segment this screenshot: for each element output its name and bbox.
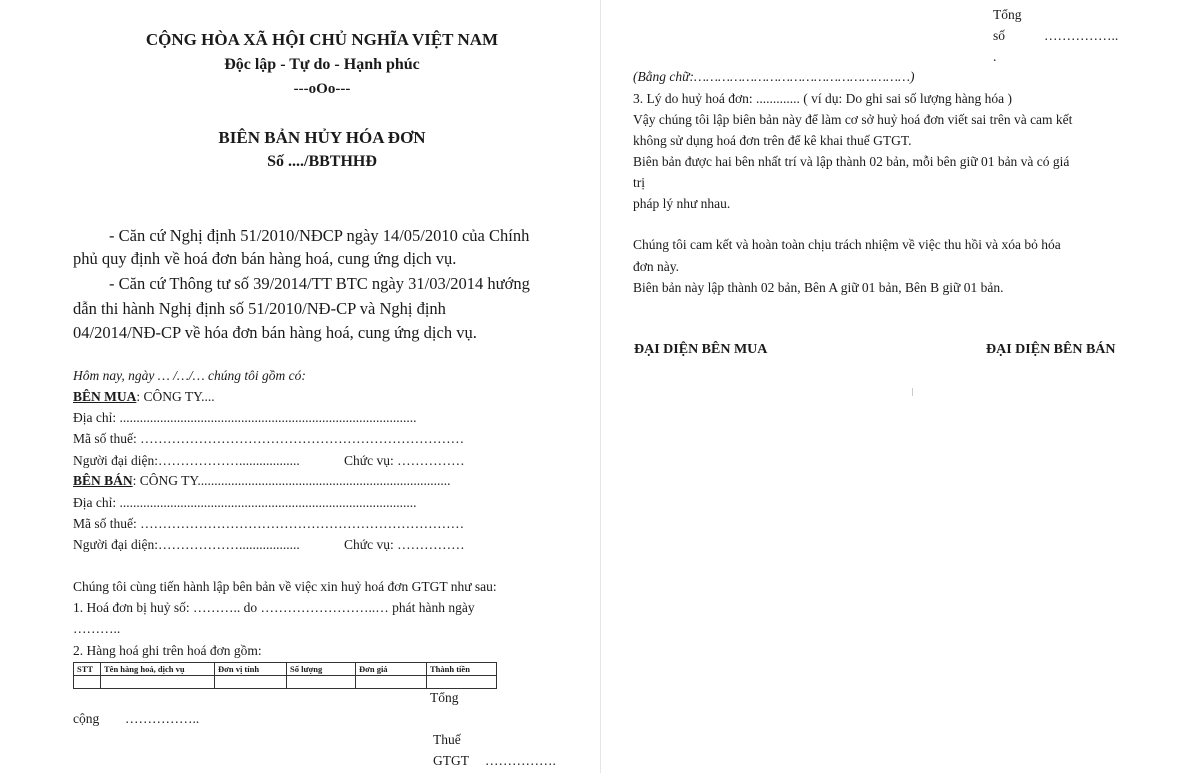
seller-position: Chức vụ: …………… <box>344 537 465 552</box>
total-dots-left: …………….. <box>125 711 200 726</box>
seller-company: : CÔNG TY........................................................................... <box>132 473 451 488</box>
col-goods-name: Tên hàng hoá, dịch vụ <box>101 663 215 676</box>
table-cell <box>74 676 101 689</box>
page-divider <box>600 0 601 773</box>
commit-line-3: Biên bản được hai bên nhất trí và lập thành 02 bản, mỗi bên giữ 01 bản và có giá <box>633 154 1070 169</box>
responsibility-line-1: Chúng tôi cam kết và hoàn toàn chịu trách nhiệm về việc thu hồi và xóa bỏ hóa <box>633 237 1061 252</box>
table-cell <box>356 676 427 689</box>
goods-table-row <box>74 676 497 689</box>
grand-total-label: Tổng <box>993 7 1022 22</box>
seller-line <box>73 473 451 489</box>
col-unit: Đơn vị tính <box>215 663 287 676</box>
legal-basis-line-1: - Căn cứ Nghị định 51/2010/NĐCP ngày 14/05/2010 của Chính <box>109 226 530 245</box>
total-label-left-cont: cộng <box>73 711 100 726</box>
table-cell <box>287 676 356 689</box>
seller-address: Địa chỉ: ........................................................................................ <box>73 495 417 510</box>
seller-representative: Người đại diện:……………….................. <box>73 537 300 552</box>
vat-dots: ……………. <box>485 753 556 768</box>
col-unit-price: Đơn giá <box>356 663 427 676</box>
grand-total-period: . <box>993 49 997 64</box>
goods-table <box>73 662 497 689</box>
grand-total-dots: …………….. <box>1044 28 1119 43</box>
seller-signature-label: ĐẠI DIỆN BÊN BÁN <box>986 342 1116 357</box>
national-title: CỘNG HÒA XÃ HỘI CHỦ NGHĨA VIỆT NAM <box>145 30 499 49</box>
cancel-reason: 3. Lý do huỷ hoá đơn: ............. ( ví dụ: Do ghi sai số lượng hàng hóa ) <box>633 91 1012 106</box>
document-title: BIÊN BẢN HỦY HÓA ĐƠN <box>218 128 426 147</box>
item-2: 2. Hàng hoá ghi trên hoá đơn gồm: <box>73 643 262 658</box>
vat-label-cont: GTGT <box>433 753 469 768</box>
legal-basis-line-4: dẫn thi hành Nghị định số 51/2010/NĐ-CP và Nghị định <box>73 299 446 318</box>
stray-mark <box>912 388 913 396</box>
table-cell <box>427 676 497 689</box>
responsibility-line-2: đơn này. <box>633 259 680 274</box>
item-1: 1. Hoá đơn bị huỷ số: ……….. do ……………………..… phát hành ngày <box>73 600 475 615</box>
item-1-continued: ……….. <box>73 621 121 636</box>
commit-line-5: pháp lý như nhau. <box>633 196 731 211</box>
buyer-address: Địa chỉ: ........................................................................................ <box>73 410 417 425</box>
buyer-representative: Người đại diện:……………….................. <box>73 453 300 468</box>
document-number: Số ..../BBTHHĐ <box>267 153 377 170</box>
commit-line-1: Vậy chúng tôi lập biên bản này để làm cơ sở huỷ hoá đơn viết sai trên và cam kết <box>633 112 1073 127</box>
grand-total-label-cont: số <box>993 28 1006 43</box>
seller-tax-code: Mã số thuế: ……………………………………………………………… <box>73 516 465 531</box>
legal-basis-line-5: 04/2014/NĐ-CP về hóa đơn bán hàng hoá, cung ứng dịch vụ. <box>73 323 477 342</box>
buyer-company: : CÔNG TY.... <box>136 389 215 404</box>
table-cell <box>101 676 215 689</box>
commit-line-4: trị <box>633 175 645 190</box>
buyer-position: Chức vụ: …………… <box>344 453 465 468</box>
buyer-tax-code: Mã số thuế: ……………………………………………………………… <box>73 431 465 446</box>
vat-label: Thuế <box>433 732 461 747</box>
national-motto: Độc lập - Tự do - Hạnh phúc <box>224 56 420 73</box>
responsibility-line-3: Biên bản này lập thành 02 bản, Bên A giữ 01 bản, Bên B giữ 01 bản. <box>633 280 1004 295</box>
col-stt: STT <box>74 663 101 676</box>
amount-in-words: (Bằng chữ:………………………………………………) <box>633 69 915 84</box>
col-amount: Thành tiền <box>427 663 497 676</box>
header-ornament: ---oOo--- <box>293 81 351 97</box>
buyer-line <box>73 389 215 405</box>
intro-line: Hôm nay, ngày … /…/… chúng tôi gồm có: <box>73 368 306 383</box>
agreement-line: Chúng tôi cùng tiến hành lập bên bản về việc xin huỷ hoá đơn GTGT như sau: <box>73 579 497 594</box>
goods-table-header-row <box>74 663 497 676</box>
table-cell <box>215 676 287 689</box>
legal-basis-line-2: phủ quy định về hoá đơn bán hàng hoá, cung ứng dịch vụ. <box>73 249 457 268</box>
total-label-left: Tổng <box>430 690 459 705</box>
seller-label: BÊN BÁN <box>73 473 133 488</box>
commit-line-2: không sử dụng hoá đơn trên để kê khai thuế GTGT. <box>633 133 912 148</box>
legal-basis-line-3: - Căn cứ Thông tư số 39/2014/TT BTC ngày 31/03/2014 hướng <box>109 274 530 293</box>
col-quantity: Số lượng <box>287 663 356 676</box>
buyer-label: BÊN MUA <box>73 389 137 404</box>
buyer-signature-label: ĐẠI DIỆN BÊN MUA <box>634 342 768 357</box>
